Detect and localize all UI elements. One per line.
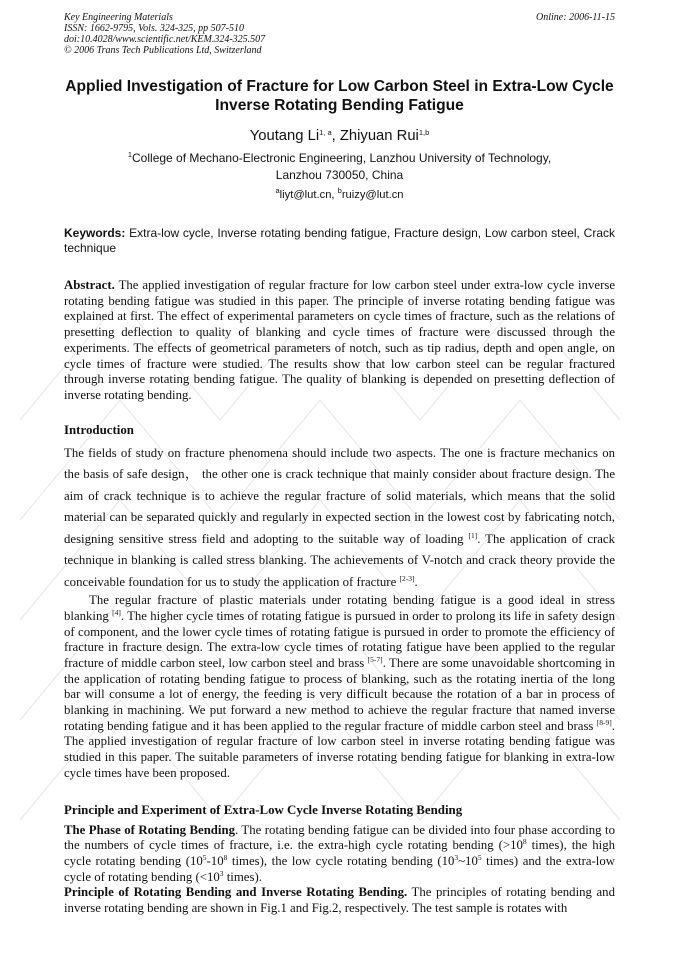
phase-sup-5: 5 [477, 852, 482, 862]
journal-doi: doi:10.4028/www.scientific.net/KEM.324-325.507 [64, 34, 266, 45]
intro-p2-text-a: The regular fracture of plastic materials under rotating bending fatigue is a good ideal in stress blanking [64, 593, 615, 623]
abstract-label: Abstract. [64, 278, 115, 292]
affiliation-sup: 1 [127, 150, 133, 159]
intro-p2-text-c: . There are some unavoidable shortcoming in the application of rotating bending fatigue to process of blanking, such as the rotating inertia of the long bar will consume a lot of energy, the feeding is very difficult because the rotation of a bar in process of blanking in machining. We put forward a new method to achieve the regular fracture that named inverse rotating bending fatigue and it has been applied to the regular fracture of middle carbon steel and brass [64, 655, 615, 733]
phase-text-g: times). [223, 869, 262, 884]
phase-sup-6: 3 [219, 868, 224, 878]
citation-4: [4] [112, 607, 121, 617]
citation-5-7: [5-7] [367, 654, 383, 664]
phase-paragraph [64, 823, 615, 886]
affiliation [64, 150, 615, 184]
intro-p2-text-d: . The applied investigation of regular fracture of low carbon steel in inverse rotating bending fatigue was studied in this paper. The suitable parameters of inverse rotating bending fatigue for blanking in extra-low cycle times have been proposed. [64, 718, 615, 780]
affiliation-line-1: College of Mechano-Electronic Engineering, Lanzhou University of Technology, [132, 151, 552, 165]
phase-sup-2: 5 [202, 852, 207, 862]
phase-text-b: times), the high cycle rotating bending (10 [64, 838, 616, 868]
phase-sup-3: 8 [223, 852, 228, 862]
phase-text-a: . The rotating bending fatigue can be divided into four phase according to the numbers of cycle times of fracture, i.e. the extra-high cycle rotating bending (>10 [64, 822, 615, 853]
email-a: liyt@lut.cn [279, 189, 332, 201]
author-1-name: Youtang Li [249, 128, 320, 144]
email-a-sup: a [275, 186, 280, 195]
online-date: Online: 2006-11-15 [536, 12, 615, 23]
phase-sup-1: 8 [522, 837, 527, 847]
phase-text-c: -10 [206, 853, 224, 868]
phase-text-d: times), the low cycle rotating bending (10 [227, 853, 455, 868]
intro-p2-text-b: . The higher cycle times of rotating fatigue is pursued in order to prolong its life in safety design of component, and the lower cycle times of rotating fatigue is pursued in order to promote the efficiency of fracture in fracture design. The extra-low cycle times of rotating fatigue have been applied to the regular fracture of middle carbon steel, low carbon steel and brass [64, 608, 616, 670]
journal-name: Key Engineering Materials [64, 12, 173, 23]
author-2-name: Zhiyuan Rui [339, 128, 419, 144]
citation-1: [1] [468, 530, 478, 540]
introduction-paragraph-2 [64, 593, 615, 781]
introduction-heading: Introduction [64, 422, 134, 437]
journal-issn: ISSN: 1662-9795, Vols. 324-325, pp 507-510 [64, 23, 244, 34]
keywords [64, 226, 615, 256]
abstract-text: The applied investigation of regular fracture for low carbon steel under extra-low cycle inverse rotating bending fatigue was studied in this paper. The principle of inverse rotating bending fatigue was explained at first. The effect of experimental parameters on cycle times of fracture, such as the relations of presetting deflection to quality of blanking and cycle times of fracture were discussed through the experiments. The effects of geometrical parameters of notch, such as tip radius, depth and open angle, on cycle times of fracture were studied. The results show that low carbon steel can be regular fractured through inverse rotating bending fatigue. The quality of blanking is depended on presetting deflection of inverse rotating bending. [64, 278, 615, 402]
journal-copyright: © 2006 Trans Tech Publications Ltd, Switzerland [64, 45, 262, 56]
phase-text-f: times) and the extra-low cycle of rotating bending (<10 [64, 853, 615, 884]
author-2-sup: 1,b [418, 128, 430, 137]
paper-page [64, 12, 615, 917]
journal-header [64, 12, 615, 56]
email-line [64, 188, 615, 202]
intro-p1-text-b: . The application of crack technique in blanking is called stress blanking. The achievements of V-notch and crack theory provide the conceivable foundation for us to study the application of fracture [64, 531, 616, 589]
author-separator: , [331, 128, 340, 144]
author-1-sup: 1, a [319, 128, 332, 137]
phase-sup-4: 3 [454, 852, 459, 862]
paper-title: Applied Investigation of Fracture for Low Carbon Steel in Extra-Low Cycle Inverse Rotating Bending Fatigue [65, 78, 614, 114]
email-b-sup: b [337, 186, 342, 195]
affiliation-line-2: Lanzhou 730050, China [275, 168, 404, 182]
intro-p1-text-a: The fields of study on fracture phenomena should include two aspects. The one is fracture mechanics on the basis of safe design， the other one is crack technique that mainly consider about fracture design. The aim of crack technique is to achieve the regular fracture of solid materials, which means that the solid material can be separated quickly and regularly in expected section in the lowest cost by fabricating notch, designing sensitive stress field and adopting to the suitable way of loading [64, 445, 615, 546]
keywords-text: Extra-low cycle, Inverse rotating bending fatigue, Fracture design, Low carbon steel, Crack technique [64, 226, 615, 255]
principle-text: The principles of rotating bending and inverse rotating bending are shown in Fig.1 and Fig.2, respectively. The test sample is rotates with [64, 885, 615, 916]
principle-paragraph [64, 885, 615, 916]
phase-text-e: ~10 [458, 853, 478, 868]
citation-2-3: [2-3] [399, 573, 415, 583]
introduction-paragraph-1 [64, 443, 615, 594]
phase-label: The Phase of Rotating Bending [64, 822, 235, 837]
principle-heading: Principle and Experiment of Extra-Low Cycle Inverse Rotating Bending [64, 802, 463, 817]
author-line [64, 127, 615, 145]
intro-p1-text-c: . [414, 574, 418, 589]
keywords-label: Keywords: [64, 226, 126, 240]
principle-label: Principle of Rotating Bending and Inverse Rotating Bending. [64, 885, 408, 900]
email-b: ruizy@lut.cn [341, 189, 404, 201]
abstract [64, 278, 615, 404]
citation-8-9: [8-9] [596, 717, 612, 727]
email-separator: , [331, 189, 338, 201]
